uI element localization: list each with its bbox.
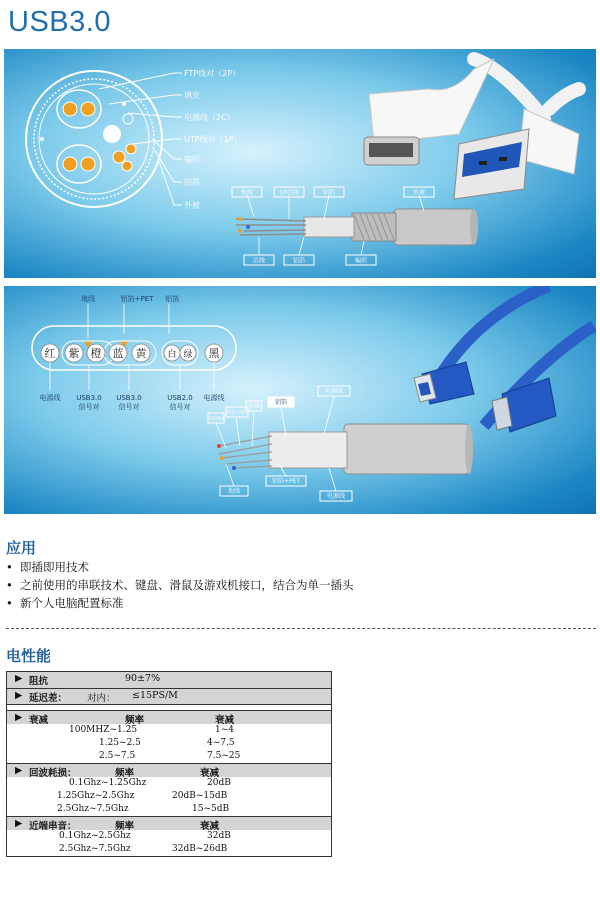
- divider: [6, 628, 596, 629]
- wire-orange: 橙: [90, 347, 102, 360]
- spec-delay-row: ▶ 延迟差： 对内： ≤15PS/M: [7, 688, 331, 704]
- label-usb3-pair-2: USB3.0 信号对: [116, 394, 142, 411]
- application-heading: 应用: [6, 539, 37, 557]
- flat-cable-cross-section: [32, 294, 236, 411]
- wire-yellow: 黄: [135, 347, 147, 360]
- flat-stripped-cable-image: [217, 424, 473, 474]
- tag-jacket: 外被: [412, 189, 426, 197]
- table-row: 0.1Ghz~1.25Ghz 20dB: [69, 778, 231, 788]
- tag-power: 电源线: [324, 388, 344, 395]
- spec-return-loss-header: ▶ 回波耗损： 频率 衰减: [7, 763, 331, 777]
- application-list: [6, 558, 354, 612]
- list-item: • 即插即用技术: [6, 560, 89, 574]
- wire-green: 绿: [183, 350, 193, 360]
- table-row: 100MHZ~1.25 1~4: [69, 725, 234, 735]
- label-ftp-pair: FTP线对（2P）: [184, 69, 241, 78]
- tag-ground-bottom: 地线: [227, 488, 241, 495]
- tag-ground-line: 地线: [240, 189, 254, 197]
- label-usb3-pair-1: USB3.0 信号对: [76, 394, 102, 411]
- tag-1p-core: 1P芯线: [279, 189, 299, 197]
- spec-near-end-header: ▶ 近端串音： 频率 衰减: [7, 816, 331, 830]
- table-row: 2.5~7.5 7.5~25: [99, 751, 241, 761]
- electrical-heading: 电性能: [6, 647, 52, 665]
- tag-foil-pet: 铝箔+PET: [226, 411, 248, 416]
- list-item: • 之前使用的串联技术、键盘、滑鼠及游戏机接口，结合为单一插头: [6, 578, 354, 592]
- stripped-cable-image: [236, 209, 478, 245]
- label-ground-top: 地线: [81, 295, 95, 303]
- label-filler: 填充: [184, 91, 200, 100]
- label-power-right: 电源线: [203, 394, 225, 402]
- tag-foil2: 铝箔: [274, 399, 288, 406]
- usb3-flat-cable-diagram: [4, 286, 596, 514]
- usb3-round-cable-diagram: [4, 49, 596, 278]
- tag-foil: 铝箔: [322, 189, 336, 197]
- tag-ground: 地线: [247, 403, 261, 410]
- tag-braid: 编织: [354, 257, 368, 265]
- tag-shield-ground: 屏蔽地线: [207, 417, 225, 422]
- electrical-spec-table: [6, 671, 332, 857]
- wire-white: 白: [167, 350, 177, 360]
- page-title: USB3.0: [8, 6, 111, 38]
- tag-foil-bottom: 铝箔: [292, 257, 306, 265]
- label-foil-pet-top: 铝箔+PET: [120, 295, 154, 303]
- label-foil-top: 铝箔: [165, 295, 179, 303]
- label-utp-pair: UTP线对（1P）: [184, 135, 242, 144]
- label-braid: 编织: [184, 155, 200, 164]
- tag-power-bottom: 电源线: [326, 493, 346, 500]
- wire-blue: 蓝: [112, 347, 124, 360]
- list-item: • 新个人电脑配置标准: [6, 596, 124, 610]
- table-row: 2.5Ghz~7.5Ghz 15~5dB: [57, 804, 230, 814]
- blue-usb-cable-image: [414, 286, 594, 432]
- table-row: 2.5Ghz~7.5Ghz 32dB~26dB: [59, 844, 228, 854]
- wire-black: 黑: [208, 347, 220, 360]
- table-row: 1.25Ghz~2.5Ghz 20dB~15dB: [57, 791, 228, 801]
- table-row: 0.1Ghz~2.5Ghz 32dB: [59, 831, 231, 841]
- cable-cross-section: [26, 68, 241, 210]
- label-power-line: 电源线（2C）: [184, 113, 235, 122]
- label-usb2-pair: USB2.0 信号对: [167, 394, 193, 411]
- wire-purple: 紫: [68, 347, 80, 360]
- label-foil: 铝箔: [184, 178, 200, 187]
- label-jacket: 外被: [184, 201, 200, 210]
- table-row: 1.25~2.5 4~7.5: [99, 738, 235, 748]
- wire-red: 红: [44, 347, 56, 360]
- tag-foil-pet-bottom: 铝箔+PET: [271, 478, 301, 485]
- spec-attenuation-header: ▶ 衰减 频率 衰减: [7, 710, 331, 724]
- label-power-left: 电源线: [39, 394, 61, 402]
- spec-impedance-row: ▶ 阻抗 90±7%: [7, 672, 331, 688]
- tag-core: 芯线: [252, 257, 266, 265]
